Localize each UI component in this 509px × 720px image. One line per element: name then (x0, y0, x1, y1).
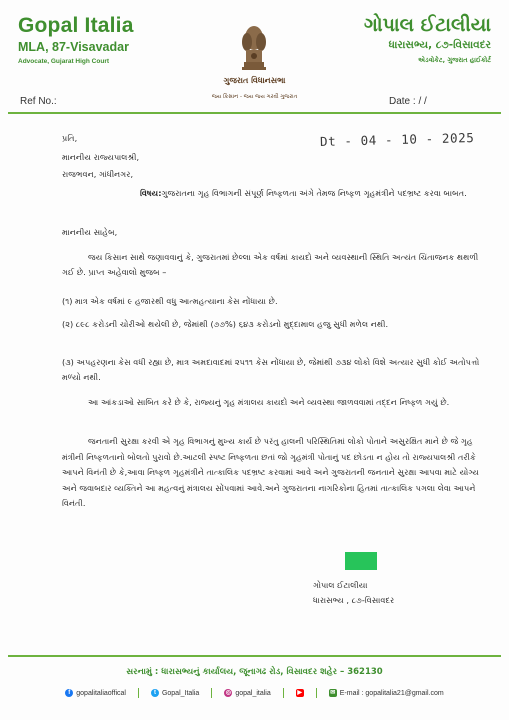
point-three: (૩) અપહરણના કેસ વધી રહ્યા છે, માત્ર અમદાવાદમાં ૨૫૧૧ કેસ નોંધાયા છે, જેમાંથી ૭૩૪ લોકો વિશે અત્યાર સુધી કોઈ અતોપત્તો મળ્યો નથી. (62, 357, 480, 382)
signature-mark (345, 552, 377, 570)
request-paragraph: જનતાની સુરક્ષા કરવી એ ગૃહ વિભાગનું મુખ્ય કાર્ય છે પરંતુ હાલની પરિસ્થિતિમાં લોકો પોતાને અસુરક્ષિત માને છે જે ગૃહ મંત્રીની નિષ્ફળતાનો બોલતો પુરાવો છે.આટલી સ્પષ્ટ નિષ્ફળતા છતાં જો ગૃહમંત્રી પોતાનું પદ છોડતા ન હોય તો રાજ્યપાલશ્રી તરીકે આપને વિનંતી છે કે,આવા નિષ્ફળ ગૃહમંત્રીને તાત્કાલિક પદભ્રષ્ટ કરવામાં આવે અને ગુજરાતની જનતાને સુરક્ષા આપવા માટે યોગ્ય અને જવાબદાર વ્યક્તિને આ મહત્વનું મંત્રાલય સોંપવામાં આવે.અને ગુજરાતના નાગરિકોના હિતમાં તાત્કાલિક પગલા લેવા આપને વિનંતી. (62, 436, 479, 508)
advocate-gujarati: એડવોકેટ, ગુજરાત હાઈકોર્ટ (418, 56, 491, 64)
mla-name-gujarati: ગોપાલ ઈટાલીયા (364, 14, 491, 36)
subject-label: વિષય: (140, 188, 162, 198)
header-divider (8, 112, 501, 114)
mla-constituency-english: MLA, 87-Visavadar (18, 40, 129, 54)
assembly-name: ગુજરાત વિધાનસભા (223, 76, 286, 85)
ref-number-label: Ref No.: (20, 96, 57, 107)
mla-name-english: Gopal Italia (18, 14, 134, 37)
point-two: (૨) ૮૯૮ કરોડની ચોરીઓ થયેલી છે, જેમાંથી (૭૭%) ૬૪૩ કરોડનો મુદ્દામાલ હજુ સુધી મળેલ નથી. (62, 319, 389, 329)
email-icon: ✉ (330, 690, 336, 696)
instagram-icon: ◎ (225, 690, 231, 696)
separator (138, 688, 139, 698)
facebook-icon: f (65, 689, 73, 697)
instagram-handle: gopal_italia (235, 689, 271, 697)
separator (283, 688, 284, 698)
email-link[interactable] (329, 689, 444, 697)
subject-line (140, 186, 480, 201)
footer-divider (8, 655, 501, 657)
recipient-title: માનનીય રાજ્યપાલશ્રી, (62, 152, 140, 162)
motto: જય કિસાન - જય જય ગરવી ગુજરાત (211, 94, 298, 100)
facebook-handle: gopalitaliaoffical (76, 689, 126, 697)
state-emblem-icon (236, 20, 272, 72)
signatory-title: ધારાસભ્ય , ૮૭-વિસાવદર (313, 595, 395, 605)
signatory-name: ગોપાલ ઈટાલીયા (313, 580, 368, 590)
email-address: E-mail : gopalitalia21@gmail.com (339, 689, 444, 697)
youtube-icon: ▶ (297, 690, 303, 696)
twitter-handle: Gopal_Italia (161, 689, 200, 697)
twitter-icon: t (151, 689, 159, 697)
conclusion-paragraph: આ આંકડાઓ સાબિત કરે છે કે, રાજ્યનું ગૃહ મંત્રાલય કાયદો અને વ્યવસ્થા જાળવવામાં તદ્દન નિષ્ફળ ગયું છે. (88, 397, 450, 407)
instagram-link[interactable] (224, 689, 270, 697)
mla-constituency-gujarati: ધારાસભ્ય, ૮૭-વિસાવદર (388, 39, 491, 51)
office-address: સરનામું : ધારાસભ્યનું કાર્યાલય, જૂનાગઢ રોડ, વિસાવદર શહેર – 362130 (126, 667, 383, 677)
advocate-english: Advocate, Gujarat High Court (18, 58, 110, 65)
facebook-link[interactable] (65, 689, 126, 697)
header-left (18, 14, 134, 65)
twitter-link[interactable] (151, 689, 199, 697)
handwritten-date: Dt - 04 - 10 - 2025 (319, 129, 475, 150)
separator (316, 688, 317, 698)
social-links (0, 688, 509, 698)
point-one: (૧) માત્ર એક વર્ષમાં ૯ હજારથી વધુ આત્મહત્યાના કેસ નોંધાયા છે. (62, 296, 278, 306)
date-label: Date : / / (389, 96, 427, 107)
intro-paragraph: જય કિસાન સાથે જણાવવાનું કે, ગુજરાતમાં છેલ્લા એક વર્ષમાં કાયદો અને વ્યવસ્થાની સ્થિતિ અત્યંત ચિંતાજનક થથળી ગઈ છે. પ્રાપ્ત અહેવાલો મુજબ – (62, 252, 479, 277)
subject-text: ગુજરાતના ગૃહ વિભાગની સંપૂર્ણ નિષ્ફળતા અંગે તેમજ નિષ્ફળ ગૃહમંત્રીને પદભ્રષ્ટ કરવા બાબત. (161, 188, 467, 198)
separator (211, 688, 212, 698)
recipient-address: રાજભવન, ગાંધીનગર, (62, 169, 134, 179)
salutation: માનનીય સાહેબ, (62, 227, 118, 237)
youtube-link[interactable] (296, 689, 304, 697)
header-right (364, 14, 491, 65)
recipient-prefix: પ્રતિ, (62, 133, 78, 143)
